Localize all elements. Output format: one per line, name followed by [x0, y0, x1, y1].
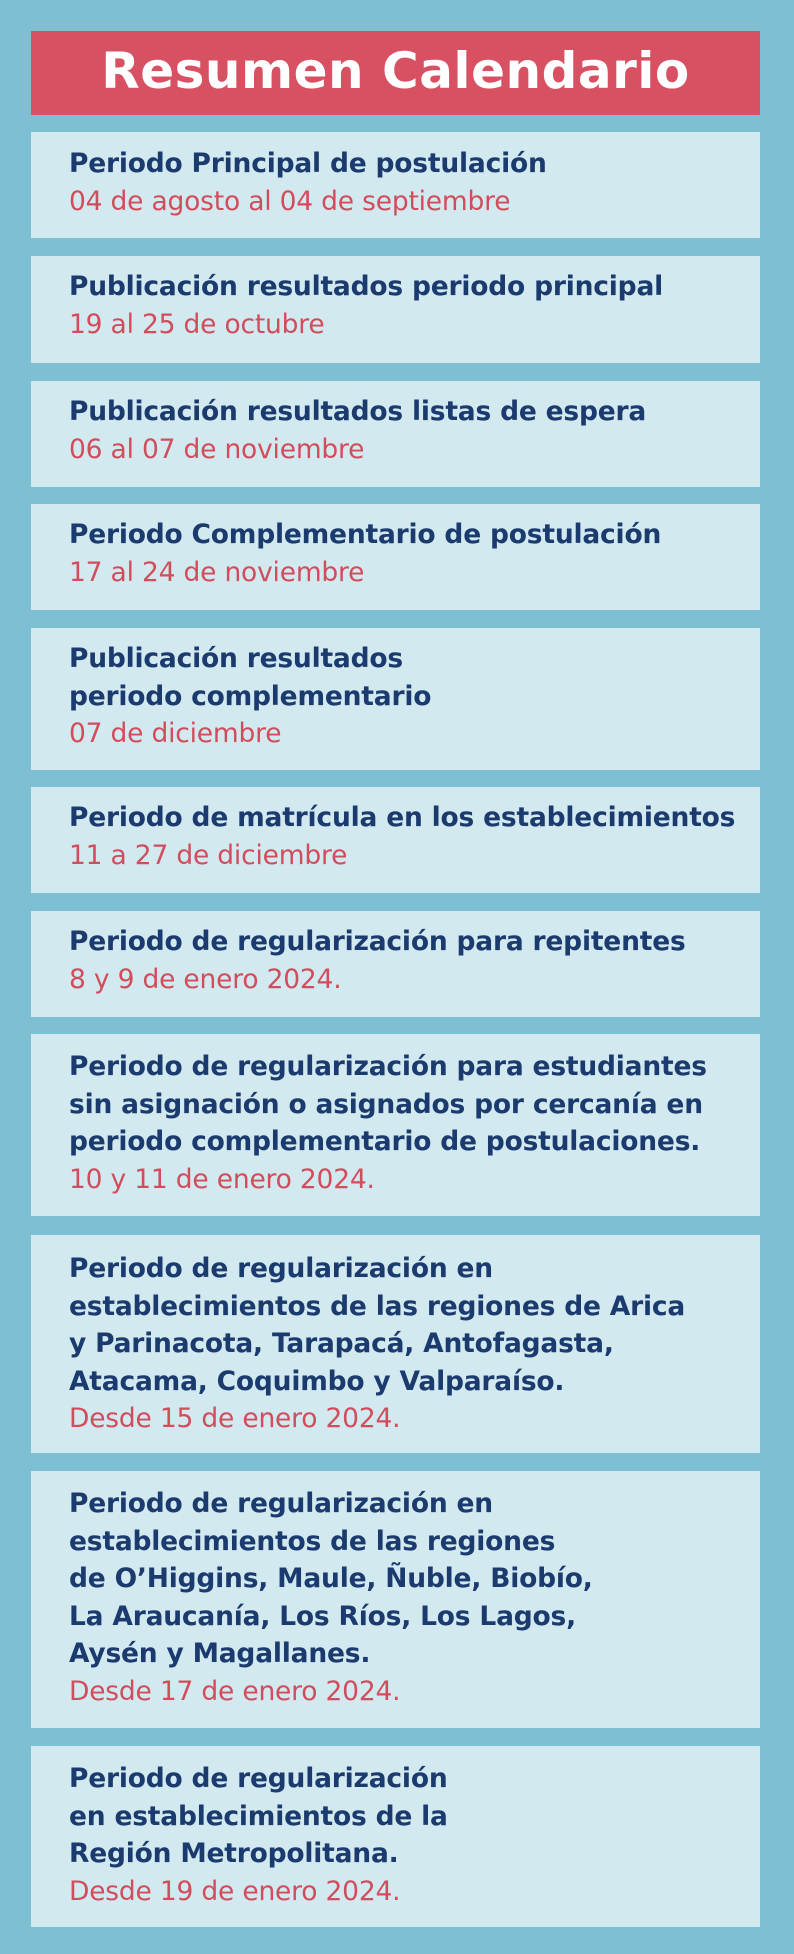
item-date: Desde 19 de enero 2024.: [69, 1875, 401, 1907]
calendar-item-2: [31, 256, 760, 363]
item-title: Publicación resultados periodo complementario: [69, 643, 432, 712]
calendar-item-1: [31, 132, 760, 238]
item-title: Periodo de regularización para estudiantes sin asignación o asignados por cercanía en periodo complementario de postulaciones.: [69, 1051, 707, 1157]
calendar-item-8: [31, 1034, 760, 1216]
item-date: 10 y 11 de enero 2024.: [69, 1163, 375, 1195]
item-date: 11 a 27 de diciembre: [69, 839, 348, 871]
calendar-item-7: [31, 911, 760, 1017]
item-title: Publicación resultados periodo principal: [69, 271, 664, 302]
item-title: Periodo Complementario de postulación: [69, 519, 662, 550]
item-date: 19 al 25 de octubre: [69, 308, 325, 340]
calendar-item-5: [31, 628, 760, 770]
item-title: Periodo de regularización en establecimientos de las regiones de O’Higgins, Maule, Ñuble, Biobío, La Araucanía, Los Ríos, Los Lagos, Aysén y Magallanes.: [69, 1488, 593, 1669]
calendar-item-4: [31, 504, 760, 610]
item-title: Publicación resultados listas de espera: [69, 396, 647, 427]
calendar-item-9: [31, 1235, 760, 1453]
item-date: 17 al 24 de noviembre: [69, 556, 365, 588]
page-title: Resumen Calendario: [101, 42, 690, 100]
item-date: 04 de agosto al 04 de septiembre: [69, 185, 511, 217]
item-date: Desde 17 de enero 2024.: [69, 1675, 401, 1707]
item-date: 8 y 9 de enero 2024.: [69, 963, 342, 995]
calendar-header: [31, 31, 760, 115]
item-date: Desde 15 de enero 2024.: [69, 1403, 401, 1434]
calendar-item-11: [31, 1746, 760, 1927]
item-title: Periodo de regularización en establecimientos de la Región Metropolitana.: [69, 1763, 448, 1869]
calendar-item-10: [31, 1471, 760, 1728]
item-title: Periodo de regularización en establecimientos de las regiones de Arica y Parinacota, Tarapacá, Antofagasta, Atacama, Coquimbo y Valparaíso.: [69, 1253, 686, 1397]
item-date: 07 de diciembre: [69, 718, 282, 749]
item-date: 06 al 07 de noviembre: [69, 433, 365, 465]
item-title: Periodo de regularización para repitentes: [69, 926, 686, 957]
item-title: Periodo de matrícula en los establecimientos: [69, 802, 736, 833]
item-title: Periodo Principal de postulación: [69, 148, 547, 179]
calendar-item-3: [31, 381, 760, 487]
calendar-item-6: [31, 787, 760, 893]
